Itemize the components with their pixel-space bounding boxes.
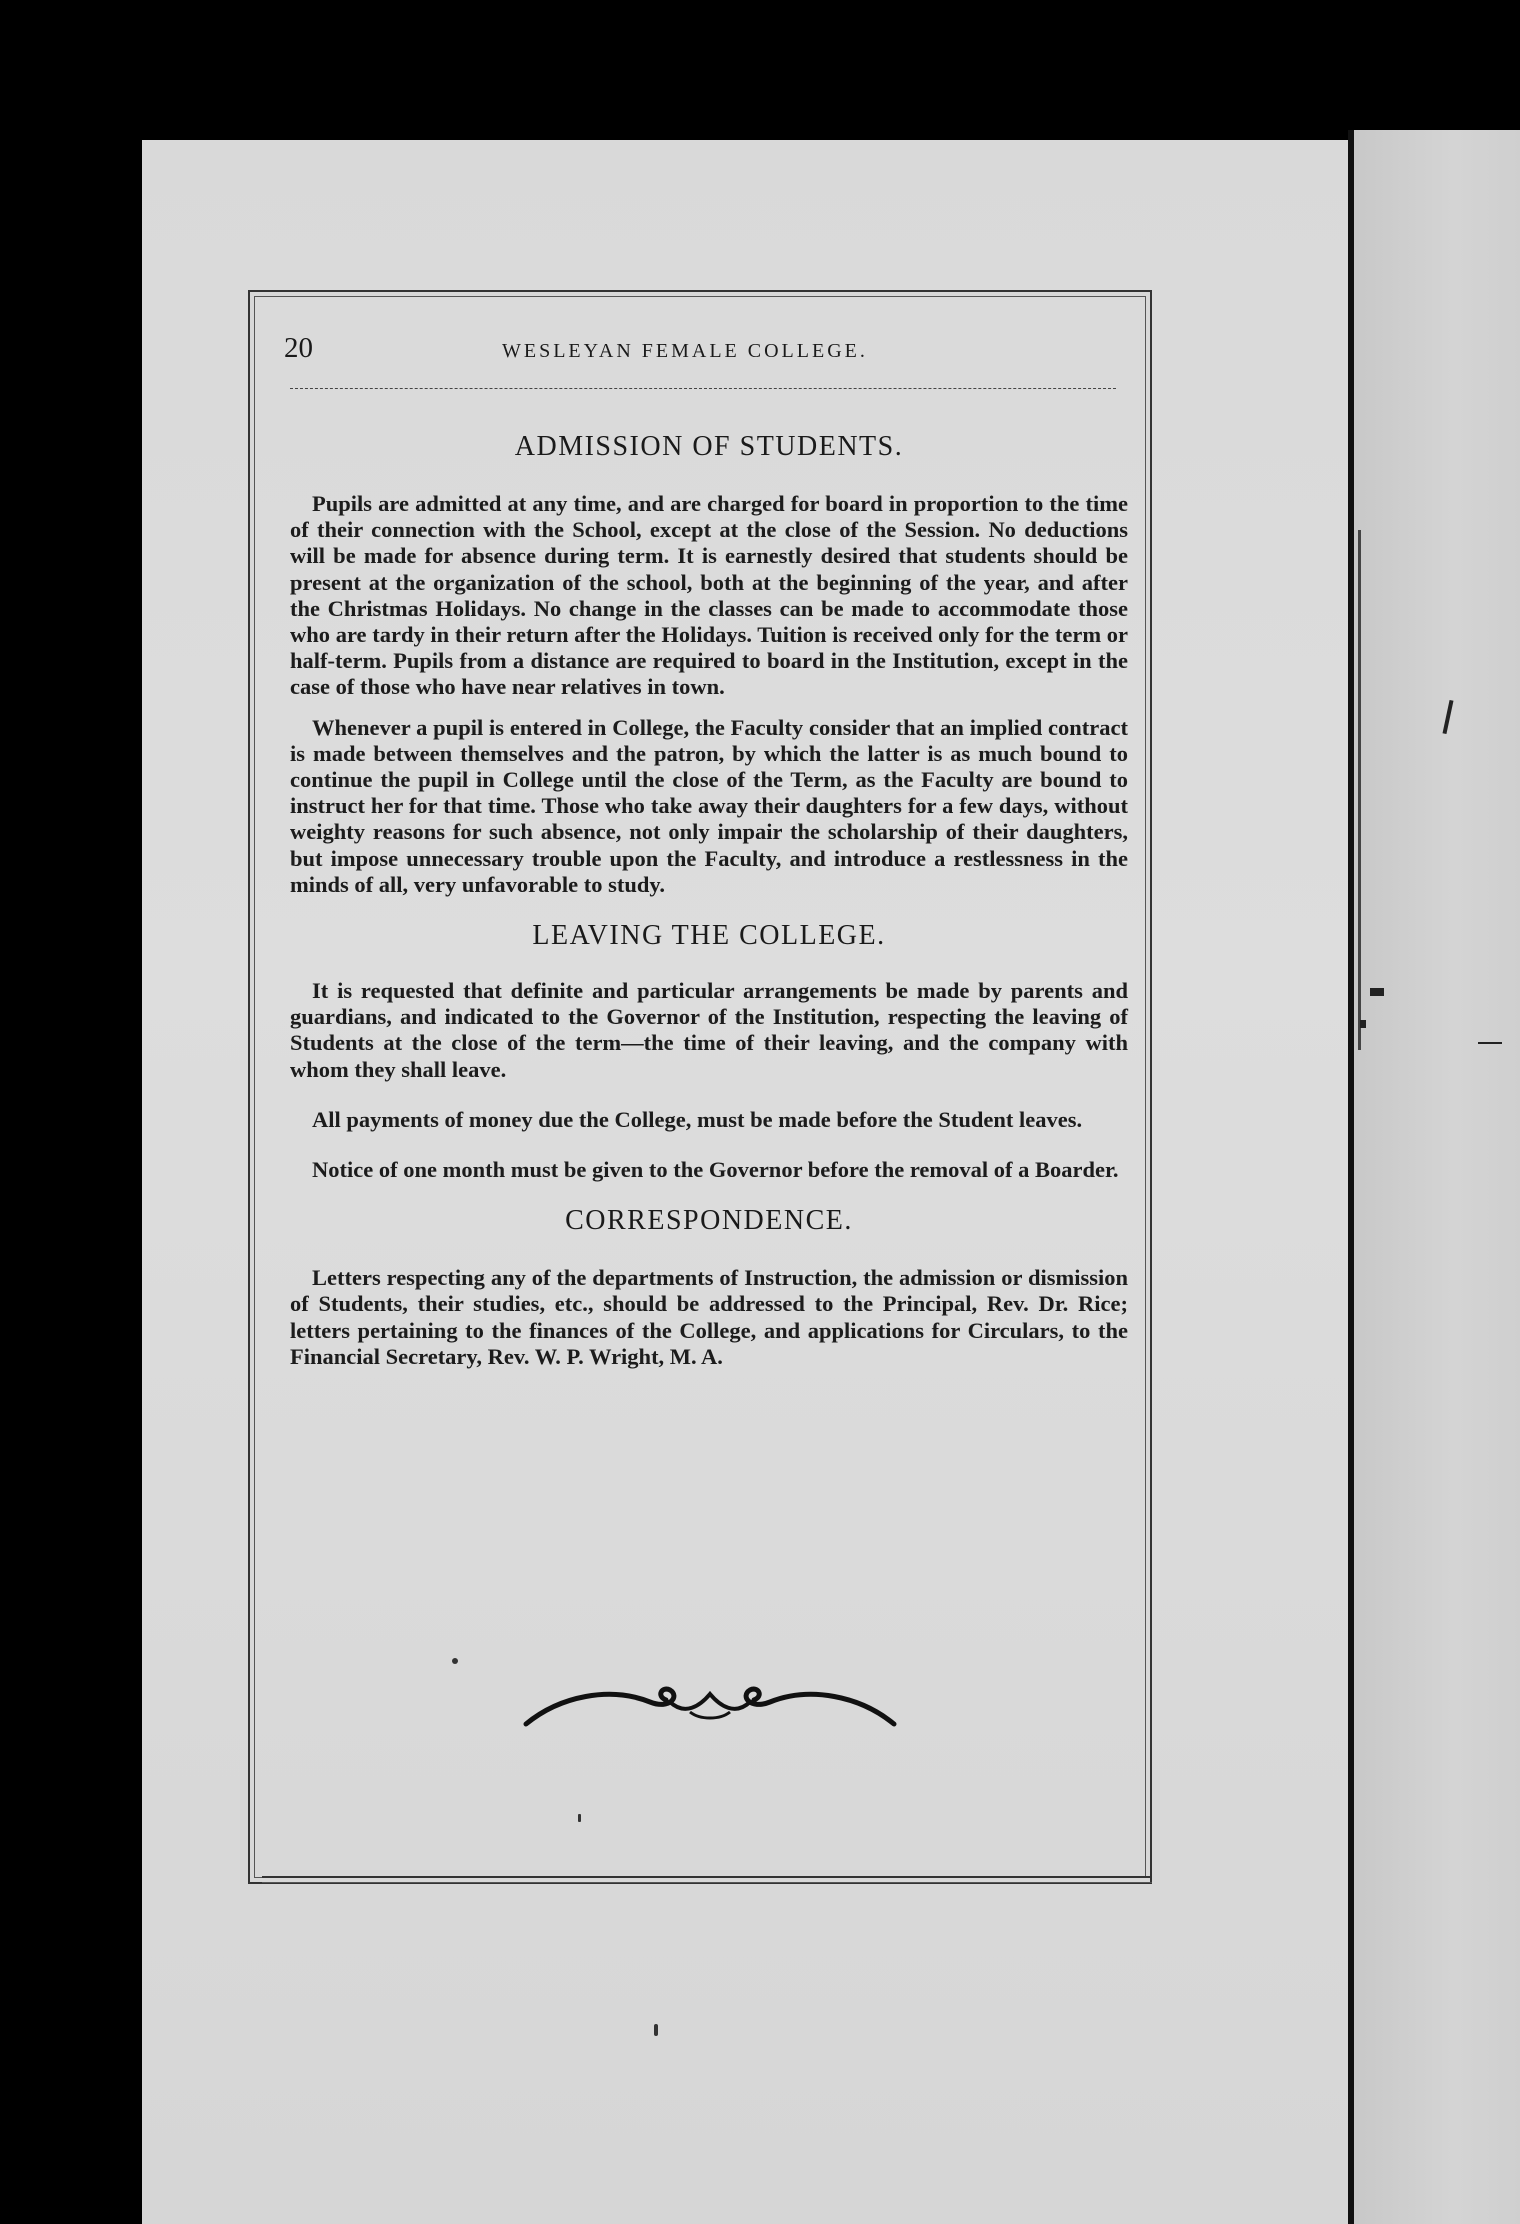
- leaving-heading: LEAVING THE COLLEGE.: [532, 920, 886, 952]
- page-border-bottom-rule: [262, 1876, 1152, 1883]
- ink-speck: [578, 1814, 581, 1822]
- ink-speck: [654, 2024, 658, 2036]
- facing-page-edge: [1354, 130, 1520, 2224]
- correspondence-paragraph: Letters respecting any of the departments of Instruction, the admission or dismission of Students, their studies, etc., should be addressed to the Principal, Rev. Dr. Rice; letters pertaining to the finances of the College, and applications for Circulars, to the Financial Secretary, Rev. W. P. Wright, M. A.: [290, 1265, 1128, 1369]
- header-rule: [290, 388, 1116, 389]
- running-title: WESLEYAN FEMALE COLLEGE.: [502, 340, 868, 362]
- leaving-paragraph-3: Notice of one month must be given to the Governor before the removal of a Boarder.: [312, 1157, 1119, 1183]
- admission-paragraph-1: Pupils are admitted at any time, and are charged for board in proportion to the time of their connection with the School, except at the close of the Session. No deductions will be made for absence during term. It is earnestly desired that students should be present at the organization of the school, both at the beginning of the year, and after the Christmas Holidays. No change in the classes can be made to accommodate those who are tardy in their return after the Holidays. Tuition is received only for the term or half-term. Pupils from a distance are required to board in the Institution, except in the case of those who have near relatives in town.: [290, 491, 1128, 700]
- running-head: [284, 310, 1128, 366]
- page-text-block: [284, 310, 1128, 1370]
- admission-paragraph-2: Whenever a pupil is entered in College, the Faculty consider that an implied contract is made between themselves and the patron, by which the latter is as much bound to continue the pupil in College until the close of the Term, as the Faculty are bound to instruct her for that time. Those who take away their daughters for a few days, without weighty reasons for such absence, not only impair the scholarship of their daughters, but impose unnecessary trouble upon the Faculty, and introduce a restlessness in the minds of all, very unfavorable to study.: [290, 714, 1128, 897]
- ink-speck: [452, 1658, 458, 1664]
- leaving-paragraph-2: All payments of money due the College, must be made before the Student leaves.: [312, 1106, 1083, 1132]
- correspondence-heading: CORRESPONDENCE.: [565, 1205, 853, 1237]
- ornament-flourish: [520, 1676, 900, 1736]
- leaving-paragraph-1: It is requested that definite and particular arrangements be made by parents and guardians, and indicated to the Governor of the Institution, respecting the leaving of Students at the close of the term—the time of their leaving, and the company with whom they shall leave.: [290, 978, 1128, 1082]
- page-number: 20: [284, 332, 313, 364]
- admission-heading: ADMISSION OF STUDENTS.: [514, 431, 904, 462]
